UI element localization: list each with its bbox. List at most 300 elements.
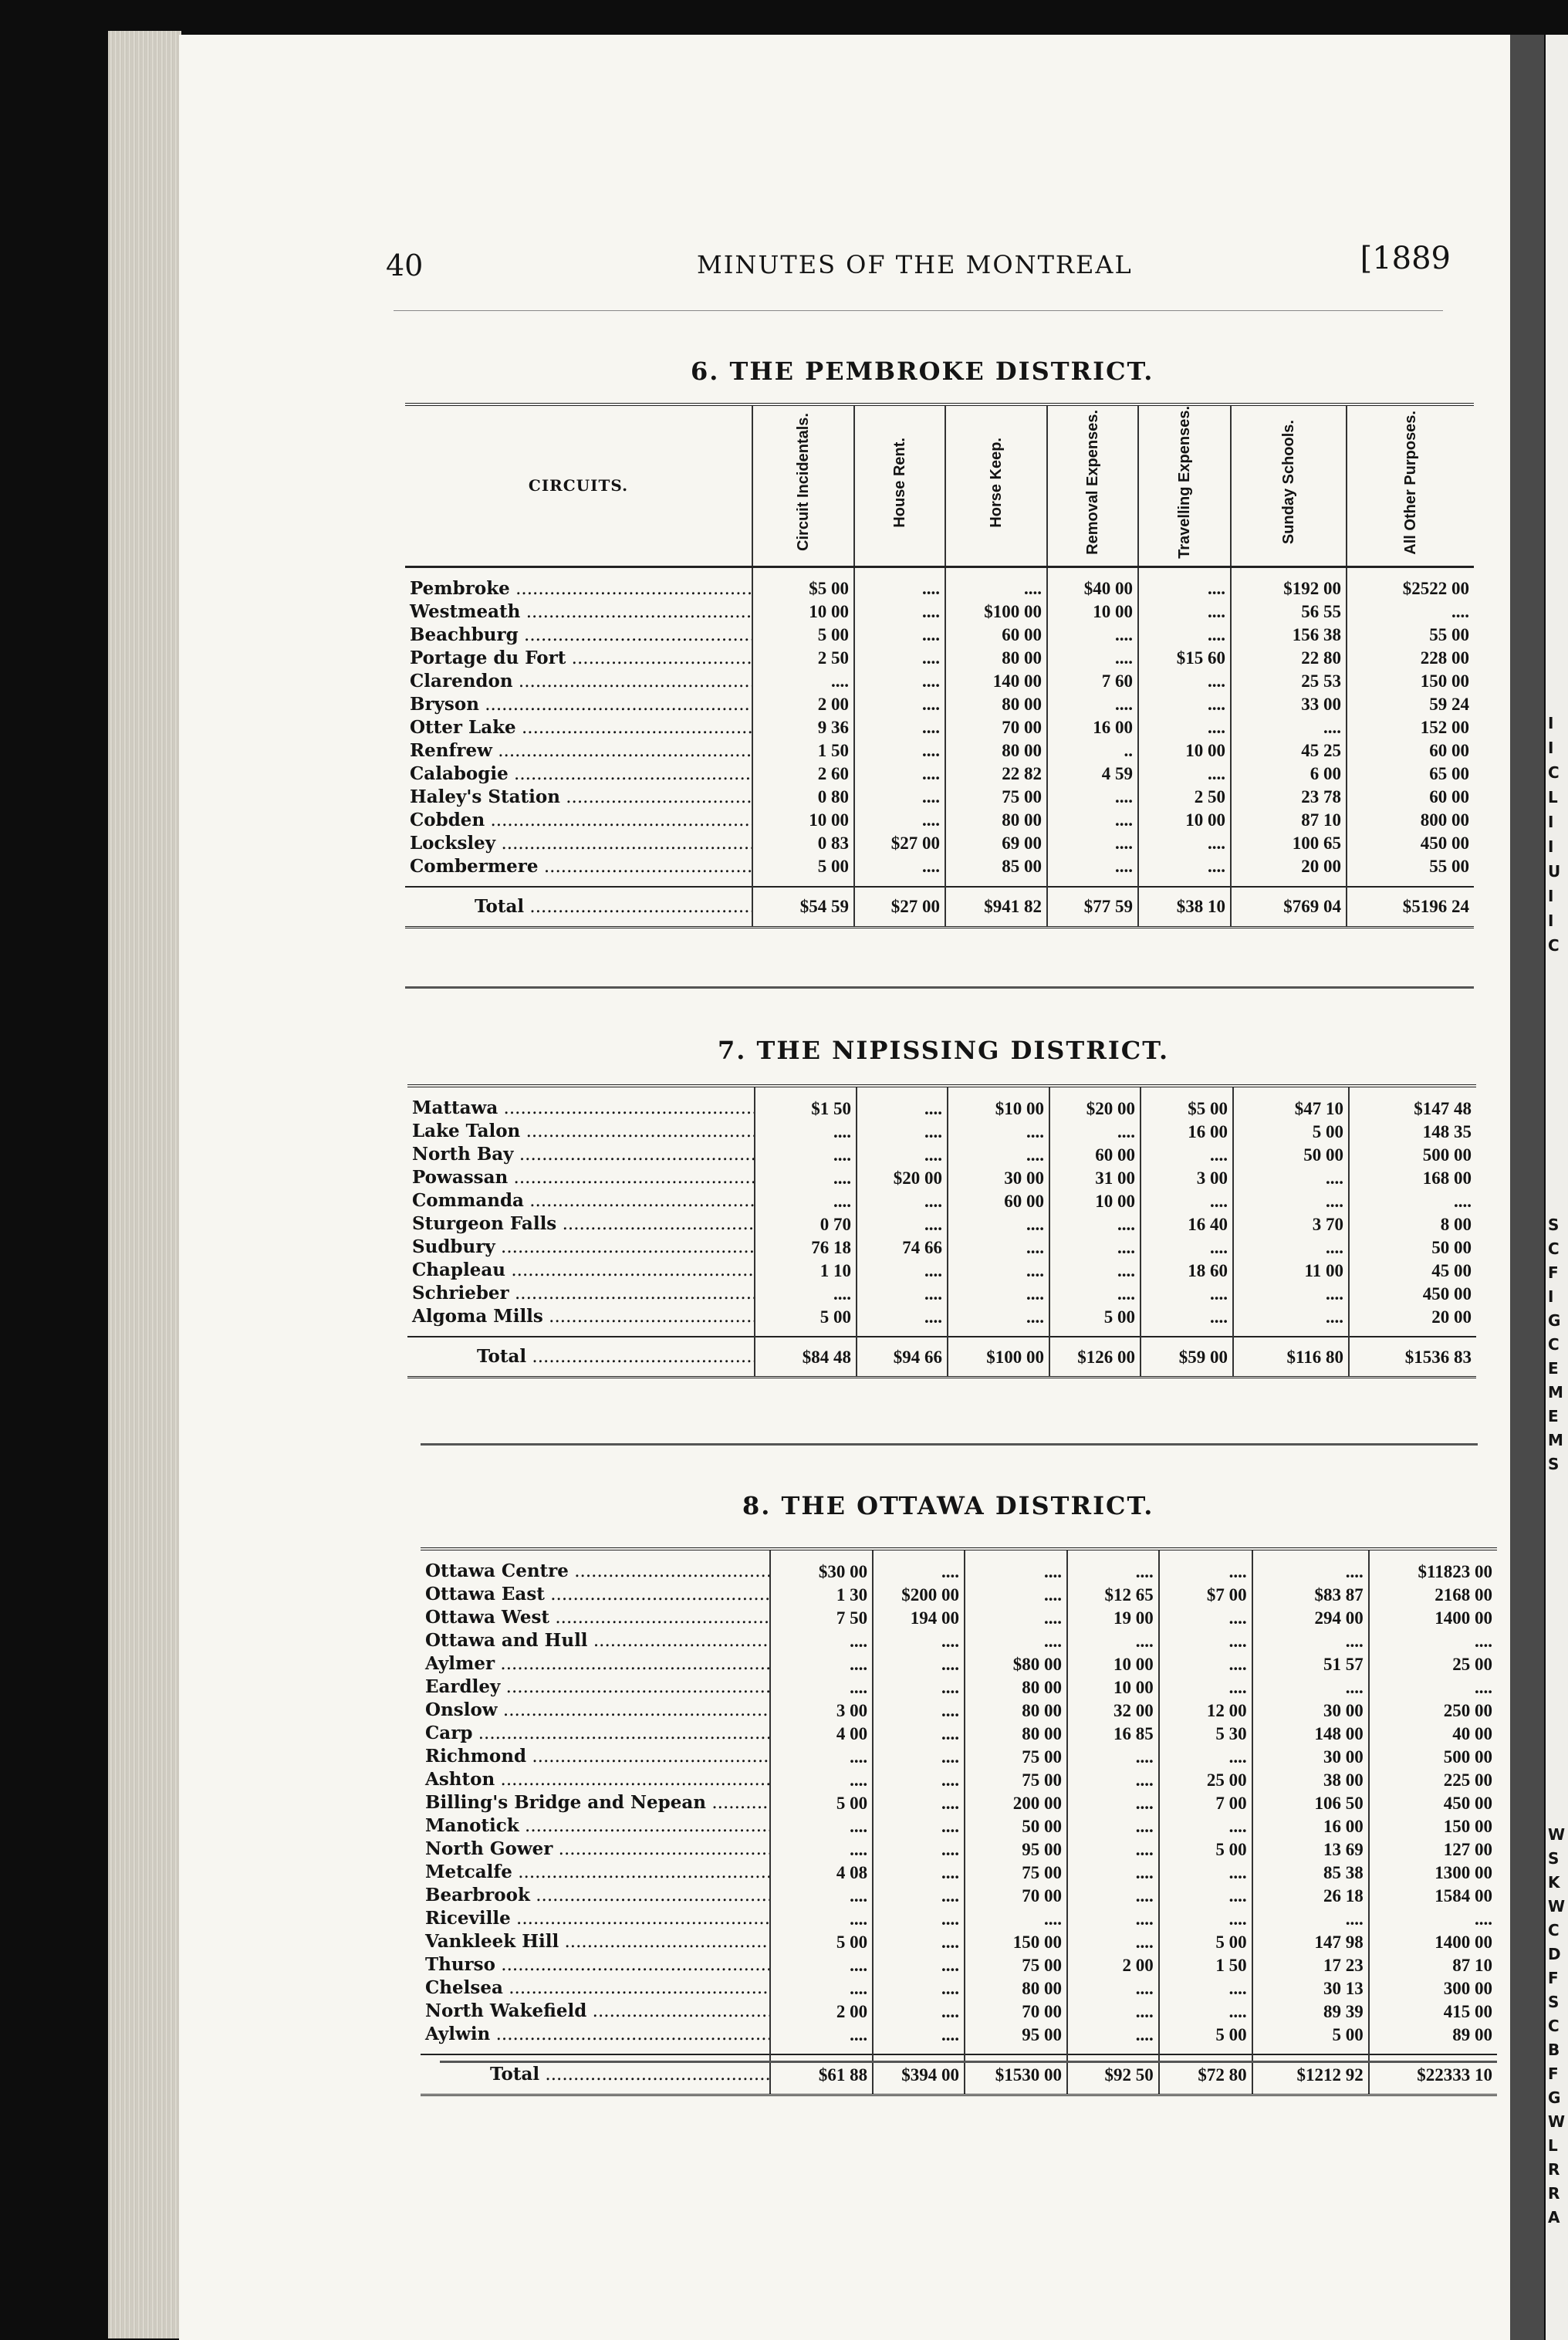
amount-cell: 7 00 bbox=[1159, 1791, 1252, 1814]
column-header-label: Travelling Expenses. bbox=[1176, 406, 1193, 559]
amount-cell: 16 00 bbox=[1141, 1120, 1233, 1143]
amount-cell: 80 00 bbox=[945, 693, 1047, 716]
amount-cell: 16 85 bbox=[1067, 1722, 1159, 1745]
circuit-row bbox=[405, 855, 1474, 887]
amount-cell: 500 00 bbox=[1369, 1745, 1497, 1768]
circuit-row bbox=[405, 786, 1474, 809]
amount-cell: .... bbox=[1067, 1930, 1159, 1953]
circuit-name: Beachburg ..... bbox=[405, 624, 752, 647]
amount-cell: .... bbox=[1233, 1282, 1349, 1305]
amount-cell: 19 00 bbox=[1067, 1606, 1159, 1629]
amount-cell: .... bbox=[873, 1745, 965, 1768]
amount-cell: .... bbox=[1252, 1629, 1369, 1652]
amount-cell: 74 66 bbox=[857, 1236, 948, 1259]
amount-cell: .... bbox=[1049, 1120, 1141, 1143]
circuit-name: Haley's Station ..... bbox=[405, 786, 752, 809]
amount-cell: 106 50 bbox=[1252, 1791, 1369, 1814]
column-header-label: House Rent. bbox=[891, 437, 908, 528]
circuit-row bbox=[421, 1907, 1497, 1930]
circuit-row bbox=[405, 670, 1474, 693]
total-label: Total ..... bbox=[405, 887, 752, 928]
amount-cell: 1 50 bbox=[752, 739, 854, 763]
total-label: Total ..... bbox=[407, 1337, 755, 1378]
amount-cell: 95 00 bbox=[965, 2023, 1067, 2054]
amount-cell: 6 00 bbox=[1231, 763, 1347, 786]
amount-cell: .... bbox=[1159, 1814, 1252, 1838]
facing-page-letter: I bbox=[1548, 739, 1554, 757]
district-title: 7. THE NIPISSING DISTRICT. bbox=[718, 1036, 1170, 1065]
circuit-name: Ashton ..... bbox=[421, 1768, 770, 1791]
amount-cell: .... bbox=[948, 1143, 1049, 1166]
district-table bbox=[405, 403, 1474, 928]
amount-cell: 55 00 bbox=[1347, 855, 1474, 887]
amount-cell: .... bbox=[857, 1305, 948, 1337]
amount-cell: 10 00 bbox=[752, 600, 854, 624]
section-rule bbox=[440, 2061, 1497, 2063]
amount-cell: .... bbox=[1138, 624, 1231, 647]
amount-cell: 5 00 bbox=[755, 1305, 857, 1337]
amount-cell: 5 00 bbox=[752, 855, 854, 887]
amount-cell: .... bbox=[873, 1814, 965, 1838]
amount-cell: $100 00 bbox=[945, 600, 1047, 624]
amount-cell: 5 00 bbox=[1049, 1305, 1141, 1337]
amount-cell: .... bbox=[770, 1629, 873, 1652]
amount-cell: $11823 00 bbox=[1369, 1549, 1497, 1583]
circuit-name: Riceville ..... bbox=[421, 1907, 770, 1930]
page-header bbox=[386, 241, 1451, 282]
amount-cell: $27 00 bbox=[854, 832, 945, 855]
amount-cell: .... bbox=[1159, 1606, 1252, 1629]
circuit-row bbox=[421, 2023, 1497, 2054]
amount-cell: 10 00 bbox=[1138, 809, 1231, 832]
amount-cell: .... bbox=[965, 1606, 1067, 1629]
circuit-row bbox=[405, 647, 1474, 670]
circuit-name: Ottawa and Hull ..... bbox=[421, 1629, 770, 1652]
amount-cell: 89 39 bbox=[1252, 2000, 1369, 2023]
amount-cell: .... bbox=[1159, 1676, 1252, 1699]
amount-cell: 800 00 bbox=[1347, 809, 1474, 832]
facing-page-letter: R bbox=[1548, 2184, 1560, 2203]
amount-cell: .... bbox=[854, 809, 945, 832]
facing-page-letter: M bbox=[1548, 1431, 1563, 1449]
amount-cell: 5 00 bbox=[770, 1791, 873, 1814]
facing-page-letter: C bbox=[1548, 1921, 1560, 1939]
amount-cell: .... bbox=[1067, 1884, 1159, 1907]
amount-cell: .... bbox=[1141, 1236, 1233, 1259]
amount-cell: .... bbox=[873, 1930, 965, 1953]
circuit-name: North Bay ..... bbox=[407, 1143, 755, 1166]
amount-cell: .... bbox=[770, 1953, 873, 1976]
amount-cell: .... bbox=[755, 1282, 857, 1305]
circuit-row bbox=[405, 624, 1474, 647]
facing-page-letter: I bbox=[1548, 813, 1554, 831]
amount-cell: 2 00 bbox=[752, 693, 854, 716]
circuit-name: Eardley ..... bbox=[421, 1676, 770, 1699]
amount-cell: .... bbox=[1141, 1143, 1233, 1166]
amount-cell: 13 69 bbox=[1252, 1838, 1369, 1861]
amount-cell: 10 00 bbox=[1067, 1676, 1159, 1699]
circuit-name: Renfrew ..... bbox=[405, 739, 752, 763]
amount-cell: .... bbox=[857, 1259, 948, 1282]
amount-cell: .... bbox=[857, 1189, 948, 1212]
amount-cell: .... bbox=[948, 1305, 1049, 1337]
amount-cell: 140 00 bbox=[945, 670, 1047, 693]
circuit-row bbox=[421, 1838, 1497, 1861]
amount-cell: 50 00 bbox=[965, 1814, 1067, 1838]
amount-cell: .... bbox=[948, 1282, 1049, 1305]
amount-cell: 80 00 bbox=[945, 809, 1047, 832]
amount-cell: 2 50 bbox=[1138, 786, 1231, 809]
amount-cell: .... bbox=[1231, 716, 1347, 739]
total-amount: $1530 00 bbox=[965, 2054, 1067, 2095]
amount-cell: 25 00 bbox=[1159, 1768, 1252, 1791]
amount-cell: .... bbox=[1067, 1861, 1159, 1884]
amount-cell: 148 35 bbox=[1349, 1120, 1476, 1143]
amount-cell: 60 00 bbox=[1049, 1143, 1141, 1166]
amount-cell: .... bbox=[752, 670, 854, 693]
amount-cell: 50 00 bbox=[1349, 1236, 1476, 1259]
facing-page-letter: L bbox=[1548, 788, 1558, 806]
amount-cell: .... bbox=[945, 566, 1047, 600]
amount-cell: .... bbox=[1233, 1166, 1349, 1189]
amount-cell: 9 36 bbox=[752, 716, 854, 739]
circuit-name: Combermere ..... bbox=[405, 855, 752, 887]
amount-cell: 23 78 bbox=[1231, 786, 1347, 809]
amount-cell: .... bbox=[770, 1884, 873, 1907]
amount-cell: $10 00 bbox=[948, 1086, 1049, 1120]
amount-cell: 45 00 bbox=[1349, 1259, 1476, 1282]
amount-cell: 127 00 bbox=[1369, 1838, 1497, 1861]
amount-cell: 25 53 bbox=[1231, 670, 1347, 693]
facing-page-letter: W bbox=[1548, 2112, 1566, 2131]
circuit-name: Aylwin ..... bbox=[421, 2023, 770, 2054]
amount-cell: .... bbox=[1138, 693, 1231, 716]
facing-page-letter: F bbox=[1548, 2064, 1559, 2083]
facing-page-letter: R bbox=[1548, 2160, 1560, 2179]
facing-page-letter: W bbox=[1548, 1897, 1566, 1916]
amount-cell: .... bbox=[1047, 832, 1138, 855]
facing-page-letter: I bbox=[1548, 837, 1554, 856]
amount-cell: .... bbox=[1349, 1189, 1476, 1212]
amount-cell: $15 60 bbox=[1138, 647, 1231, 670]
column-header-label: All Other Purposes. bbox=[1402, 410, 1419, 555]
amount-cell: 75 00 bbox=[965, 1953, 1067, 1976]
circuit-row bbox=[407, 1236, 1476, 1259]
amount-cell: .... bbox=[770, 1838, 873, 1861]
amount-cell: .... bbox=[1047, 624, 1138, 647]
circuit-name: North Wakefield ..... bbox=[421, 2000, 770, 2023]
amount-cell: .... bbox=[873, 1722, 965, 1745]
amount-cell: 5 00 bbox=[1233, 1120, 1349, 1143]
facing-page-letter: I bbox=[1548, 1287, 1554, 1306]
amount-cell: .... bbox=[755, 1143, 857, 1166]
amount-cell: 3 00 bbox=[1141, 1166, 1233, 1189]
amount-cell: 450 00 bbox=[1369, 1791, 1497, 1814]
amount-cell: $5 00 bbox=[752, 566, 854, 600]
amount-cell: .... bbox=[1067, 1549, 1159, 1583]
amount-cell: .... bbox=[857, 1120, 948, 1143]
amount-cell: .... bbox=[965, 1907, 1067, 1930]
amount-cell: 30 00 bbox=[1252, 1745, 1369, 1768]
amount-cell: .... bbox=[1067, 2023, 1159, 2054]
amount-cell: 20 00 bbox=[1231, 855, 1347, 887]
circuit-row bbox=[421, 1791, 1497, 1814]
facing-page-letter: C bbox=[1548, 1335, 1560, 1354]
circuit-row bbox=[421, 1606, 1497, 1629]
circuit-name: Richmond ..... bbox=[421, 1745, 770, 1768]
circuit-name: Ottawa East ..... bbox=[421, 1583, 770, 1606]
amount-cell: .... bbox=[1047, 855, 1138, 887]
amount-cell: .... bbox=[1159, 1629, 1252, 1652]
facing-page-letter: E bbox=[1548, 1359, 1559, 1378]
amount-cell: .... bbox=[755, 1120, 857, 1143]
total-amount: $92 50 bbox=[1067, 2054, 1159, 2095]
amount-cell: 152 00 bbox=[1347, 716, 1474, 739]
total-amount: $27 00 bbox=[854, 887, 945, 928]
amount-cell: 95 00 bbox=[965, 1838, 1067, 1861]
district-table bbox=[421, 1547, 1497, 2096]
amount-cell: 11 00 bbox=[1233, 1259, 1349, 1282]
amount-cell: 450 00 bbox=[1347, 832, 1474, 855]
running-title: MINUTES OF THE MONTREAL bbox=[697, 250, 1133, 279]
amount-cell: 147 98 bbox=[1252, 1930, 1369, 1953]
amount-cell: .... bbox=[770, 1652, 873, 1676]
amount-cell: 10 00 bbox=[1067, 1652, 1159, 1676]
column-header-label: Sunday Schools. bbox=[1280, 420, 1297, 545]
amount-cell: .... bbox=[770, 2023, 873, 2054]
circuit-name: Lake Talon ..... bbox=[407, 1120, 755, 1143]
amount-cell: .... bbox=[1067, 1838, 1159, 1861]
amount-cell: .... bbox=[1138, 832, 1231, 855]
total-amount: $72 80 bbox=[1159, 2054, 1252, 2095]
amount-cell: $7 00 bbox=[1159, 1583, 1252, 1606]
amount-cell: .... bbox=[1159, 1549, 1252, 1583]
amount-cell: 150 00 bbox=[1347, 670, 1474, 693]
amount-cell: .... bbox=[1067, 1976, 1159, 2000]
amount-cell: .... bbox=[770, 1676, 873, 1699]
amount-cell: 30 13 bbox=[1252, 1976, 1369, 2000]
circuit-name: Locksley ..... bbox=[405, 832, 752, 855]
amount-cell: .... bbox=[1159, 1907, 1252, 1930]
amount-cell: 60 00 bbox=[945, 624, 1047, 647]
total-amount: $84 48 bbox=[755, 1337, 857, 1378]
facing-page-letter: G bbox=[1548, 2088, 1561, 2107]
amount-cell: .... bbox=[854, 566, 945, 600]
amount-cell: .... bbox=[770, 1745, 873, 1768]
circuit-row bbox=[421, 1629, 1497, 1652]
amount-cell: 10 00 bbox=[1138, 739, 1231, 763]
circuit-row bbox=[407, 1305, 1476, 1337]
circuit-row bbox=[421, 1549, 1497, 1583]
facing-page-letter: E bbox=[1548, 1407, 1559, 1425]
amount-cell: .... bbox=[857, 1282, 948, 1305]
circuit-name: Westmeath ..... bbox=[405, 600, 752, 624]
binding-shadow bbox=[1510, 35, 1544, 2340]
facing-page-letter: I bbox=[1548, 887, 1554, 905]
circuit-name: Metcalfe ..... bbox=[421, 1861, 770, 1884]
amount-cell: 5 00 bbox=[1159, 2023, 1252, 2054]
facing-page-letter: S bbox=[1548, 1216, 1560, 1234]
amount-cell: .. bbox=[1047, 739, 1138, 763]
circuit-name: Powassan ..... bbox=[407, 1166, 755, 1189]
amount-cell: $47 10 bbox=[1233, 1086, 1349, 1120]
amount-cell: .... bbox=[854, 786, 945, 809]
amount-cell: 85 38 bbox=[1252, 1861, 1369, 1884]
facing-page-letter: S bbox=[1548, 1455, 1560, 1473]
amount-cell: 45 25 bbox=[1231, 739, 1347, 763]
amount-cell: 5 00 bbox=[1159, 1930, 1252, 1953]
facing-page-letter: G bbox=[1548, 1311, 1561, 1330]
circuit-name: Chapleau ..... bbox=[407, 1259, 755, 1282]
circuit-name: Manotick ..... bbox=[421, 1814, 770, 1838]
circuit-row bbox=[407, 1166, 1476, 1189]
circuit-row bbox=[421, 1884, 1497, 1907]
amount-cell: 150 00 bbox=[1369, 1814, 1497, 1838]
amount-cell: .... bbox=[1159, 1861, 1252, 1884]
amount-cell: 75 00 bbox=[965, 1745, 1067, 1768]
facing-page-letter: D bbox=[1548, 1945, 1561, 1963]
amount-cell: 85 00 bbox=[945, 855, 1047, 887]
amount-cell: 18 60 bbox=[1141, 1259, 1233, 1282]
amount-cell: 450 00 bbox=[1349, 1282, 1476, 1305]
amount-cell: $1 50 bbox=[755, 1086, 857, 1120]
circuit-name: Calabogie ..... bbox=[405, 763, 752, 786]
amount-cell: 1300 00 bbox=[1369, 1861, 1497, 1884]
amount-cell: 22 82 bbox=[945, 763, 1047, 786]
amount-cell: .... bbox=[873, 1549, 965, 1583]
amount-cell: .... bbox=[873, 1861, 965, 1884]
column-header-label: Removal Expenses. bbox=[1084, 410, 1101, 555]
total-amount: $769 04 bbox=[1231, 887, 1347, 928]
circuit-row bbox=[421, 1953, 1497, 1976]
circuit-row bbox=[421, 1722, 1497, 1745]
amount-cell: .... bbox=[1067, 1768, 1159, 1791]
circuit-row bbox=[405, 600, 1474, 624]
amount-cell: .... bbox=[873, 1884, 965, 1907]
district-title: 8. THE OTTAWA DISTRICT. bbox=[742, 1491, 1154, 1520]
amount-cell: 75 00 bbox=[965, 1768, 1067, 1791]
total-amount: $59 00 bbox=[1141, 1337, 1233, 1378]
amount-cell: 59 24 bbox=[1347, 693, 1474, 716]
year-marker: [1889 bbox=[1360, 241, 1451, 276]
total-amount: $1212 92 bbox=[1252, 2054, 1369, 2095]
amount-cell: .... bbox=[854, 763, 945, 786]
amount-cell: .... bbox=[1369, 1629, 1497, 1652]
amount-cell: 20 00 bbox=[1349, 1305, 1476, 1337]
total-amount: $94 66 bbox=[857, 1337, 948, 1378]
amount-cell: 5 00 bbox=[752, 624, 854, 647]
facing-page-letter: F bbox=[1548, 1969, 1559, 1987]
amount-cell: .... bbox=[1047, 809, 1138, 832]
amount-cell: 25 00 bbox=[1369, 1652, 1497, 1676]
amount-cell: 80 00 bbox=[945, 647, 1047, 670]
amount-cell: .... bbox=[873, 1676, 965, 1699]
total-amount: $394 00 bbox=[873, 2054, 965, 2095]
amount-cell: 3 00 bbox=[770, 1699, 873, 1722]
total-label: Total ..... bbox=[421, 2054, 770, 2095]
amount-cell: 50 00 bbox=[1233, 1143, 1349, 1166]
amount-cell: $40 00 bbox=[1047, 566, 1138, 600]
amount-cell: $20 00 bbox=[857, 1166, 948, 1189]
circuit-row bbox=[405, 693, 1474, 716]
circuit-row bbox=[407, 1259, 1476, 1282]
circuit-row bbox=[421, 2000, 1497, 2023]
amount-cell: 16 00 bbox=[1252, 1814, 1369, 1838]
circuit-name: Commanda ..... bbox=[407, 1189, 755, 1212]
amount-cell: .... bbox=[1049, 1282, 1141, 1305]
amount-cell: 16 40 bbox=[1141, 1212, 1233, 1236]
column-header bbox=[854, 404, 945, 566]
amount-cell: .... bbox=[873, 1907, 965, 1930]
amount-cell: .... bbox=[857, 1086, 948, 1120]
amount-cell: .... bbox=[1049, 1212, 1141, 1236]
amount-cell: .... bbox=[873, 2023, 965, 2054]
amount-cell: 16 00 bbox=[1047, 716, 1138, 739]
amount-cell: 1400 00 bbox=[1369, 1930, 1497, 1953]
total-amount: $61 88 bbox=[770, 2054, 873, 2095]
circuit-row bbox=[405, 763, 1474, 786]
amount-cell: 2 00 bbox=[770, 2000, 873, 2023]
facing-page-letter: C bbox=[1548, 936, 1560, 955]
circuit-name: Otter Lake ..... bbox=[405, 716, 752, 739]
amount-cell: $20 00 bbox=[1049, 1086, 1141, 1120]
amount-cell: .... bbox=[1138, 600, 1231, 624]
amount-cell: .... bbox=[1047, 693, 1138, 716]
circuit-row bbox=[405, 566, 1474, 600]
amount-cell: 156 38 bbox=[1231, 624, 1347, 647]
amount-cell: 148 00 bbox=[1252, 1722, 1369, 1745]
column-header-label: Horse Keep. bbox=[988, 437, 1005, 528]
facing-page-letter: C bbox=[1548, 763, 1560, 782]
amount-cell: .... bbox=[1138, 855, 1231, 887]
amount-cell: .... bbox=[873, 1629, 965, 1652]
circuit-name: Mattawa ..... bbox=[407, 1086, 755, 1120]
amount-cell: .... bbox=[755, 1189, 857, 1212]
amount-cell: .... bbox=[854, 739, 945, 763]
amount-cell: 250 00 bbox=[1369, 1699, 1497, 1722]
amount-cell: $30 00 bbox=[770, 1549, 873, 1583]
circuit-row bbox=[407, 1143, 1476, 1166]
amount-cell: 5 00 bbox=[770, 1930, 873, 1953]
amount-cell: $5 00 bbox=[1141, 1086, 1233, 1120]
amount-cell: 5 00 bbox=[1252, 2023, 1369, 2054]
circuit-row bbox=[421, 1768, 1497, 1791]
amount-cell: 31 00 bbox=[1049, 1166, 1141, 1189]
amount-cell: 168 00 bbox=[1349, 1166, 1476, 1189]
facing-page-letter: B bbox=[1548, 2041, 1560, 2059]
circuit-row bbox=[421, 1930, 1497, 1953]
total-amount: $77 59 bbox=[1047, 887, 1138, 928]
circuit-name: Bryson ..... bbox=[405, 693, 752, 716]
facing-page-letter: C bbox=[1548, 2017, 1560, 2035]
circuit-row bbox=[421, 1699, 1497, 1722]
amount-cell: $2522 00 bbox=[1347, 566, 1474, 600]
amount-cell: .... bbox=[1159, 1745, 1252, 1768]
amount-cell: 22 80 bbox=[1231, 647, 1347, 670]
circuit-row bbox=[421, 1861, 1497, 1884]
amount-cell: 1 30 bbox=[770, 1583, 873, 1606]
amount-cell: .... bbox=[1159, 2000, 1252, 2023]
amount-cell: $12 65 bbox=[1067, 1583, 1159, 1606]
amount-cell: .... bbox=[1047, 647, 1138, 670]
amount-cell: .... bbox=[948, 1236, 1049, 1259]
circuit-row bbox=[407, 1282, 1476, 1305]
amount-cell: .... bbox=[1159, 1652, 1252, 1676]
circuit-name: Chelsea ..... bbox=[421, 1976, 770, 2000]
amount-cell: 87 10 bbox=[1369, 1953, 1497, 1976]
amount-cell: 2168 00 bbox=[1369, 1583, 1497, 1606]
amount-cell: .... bbox=[1233, 1305, 1349, 1337]
